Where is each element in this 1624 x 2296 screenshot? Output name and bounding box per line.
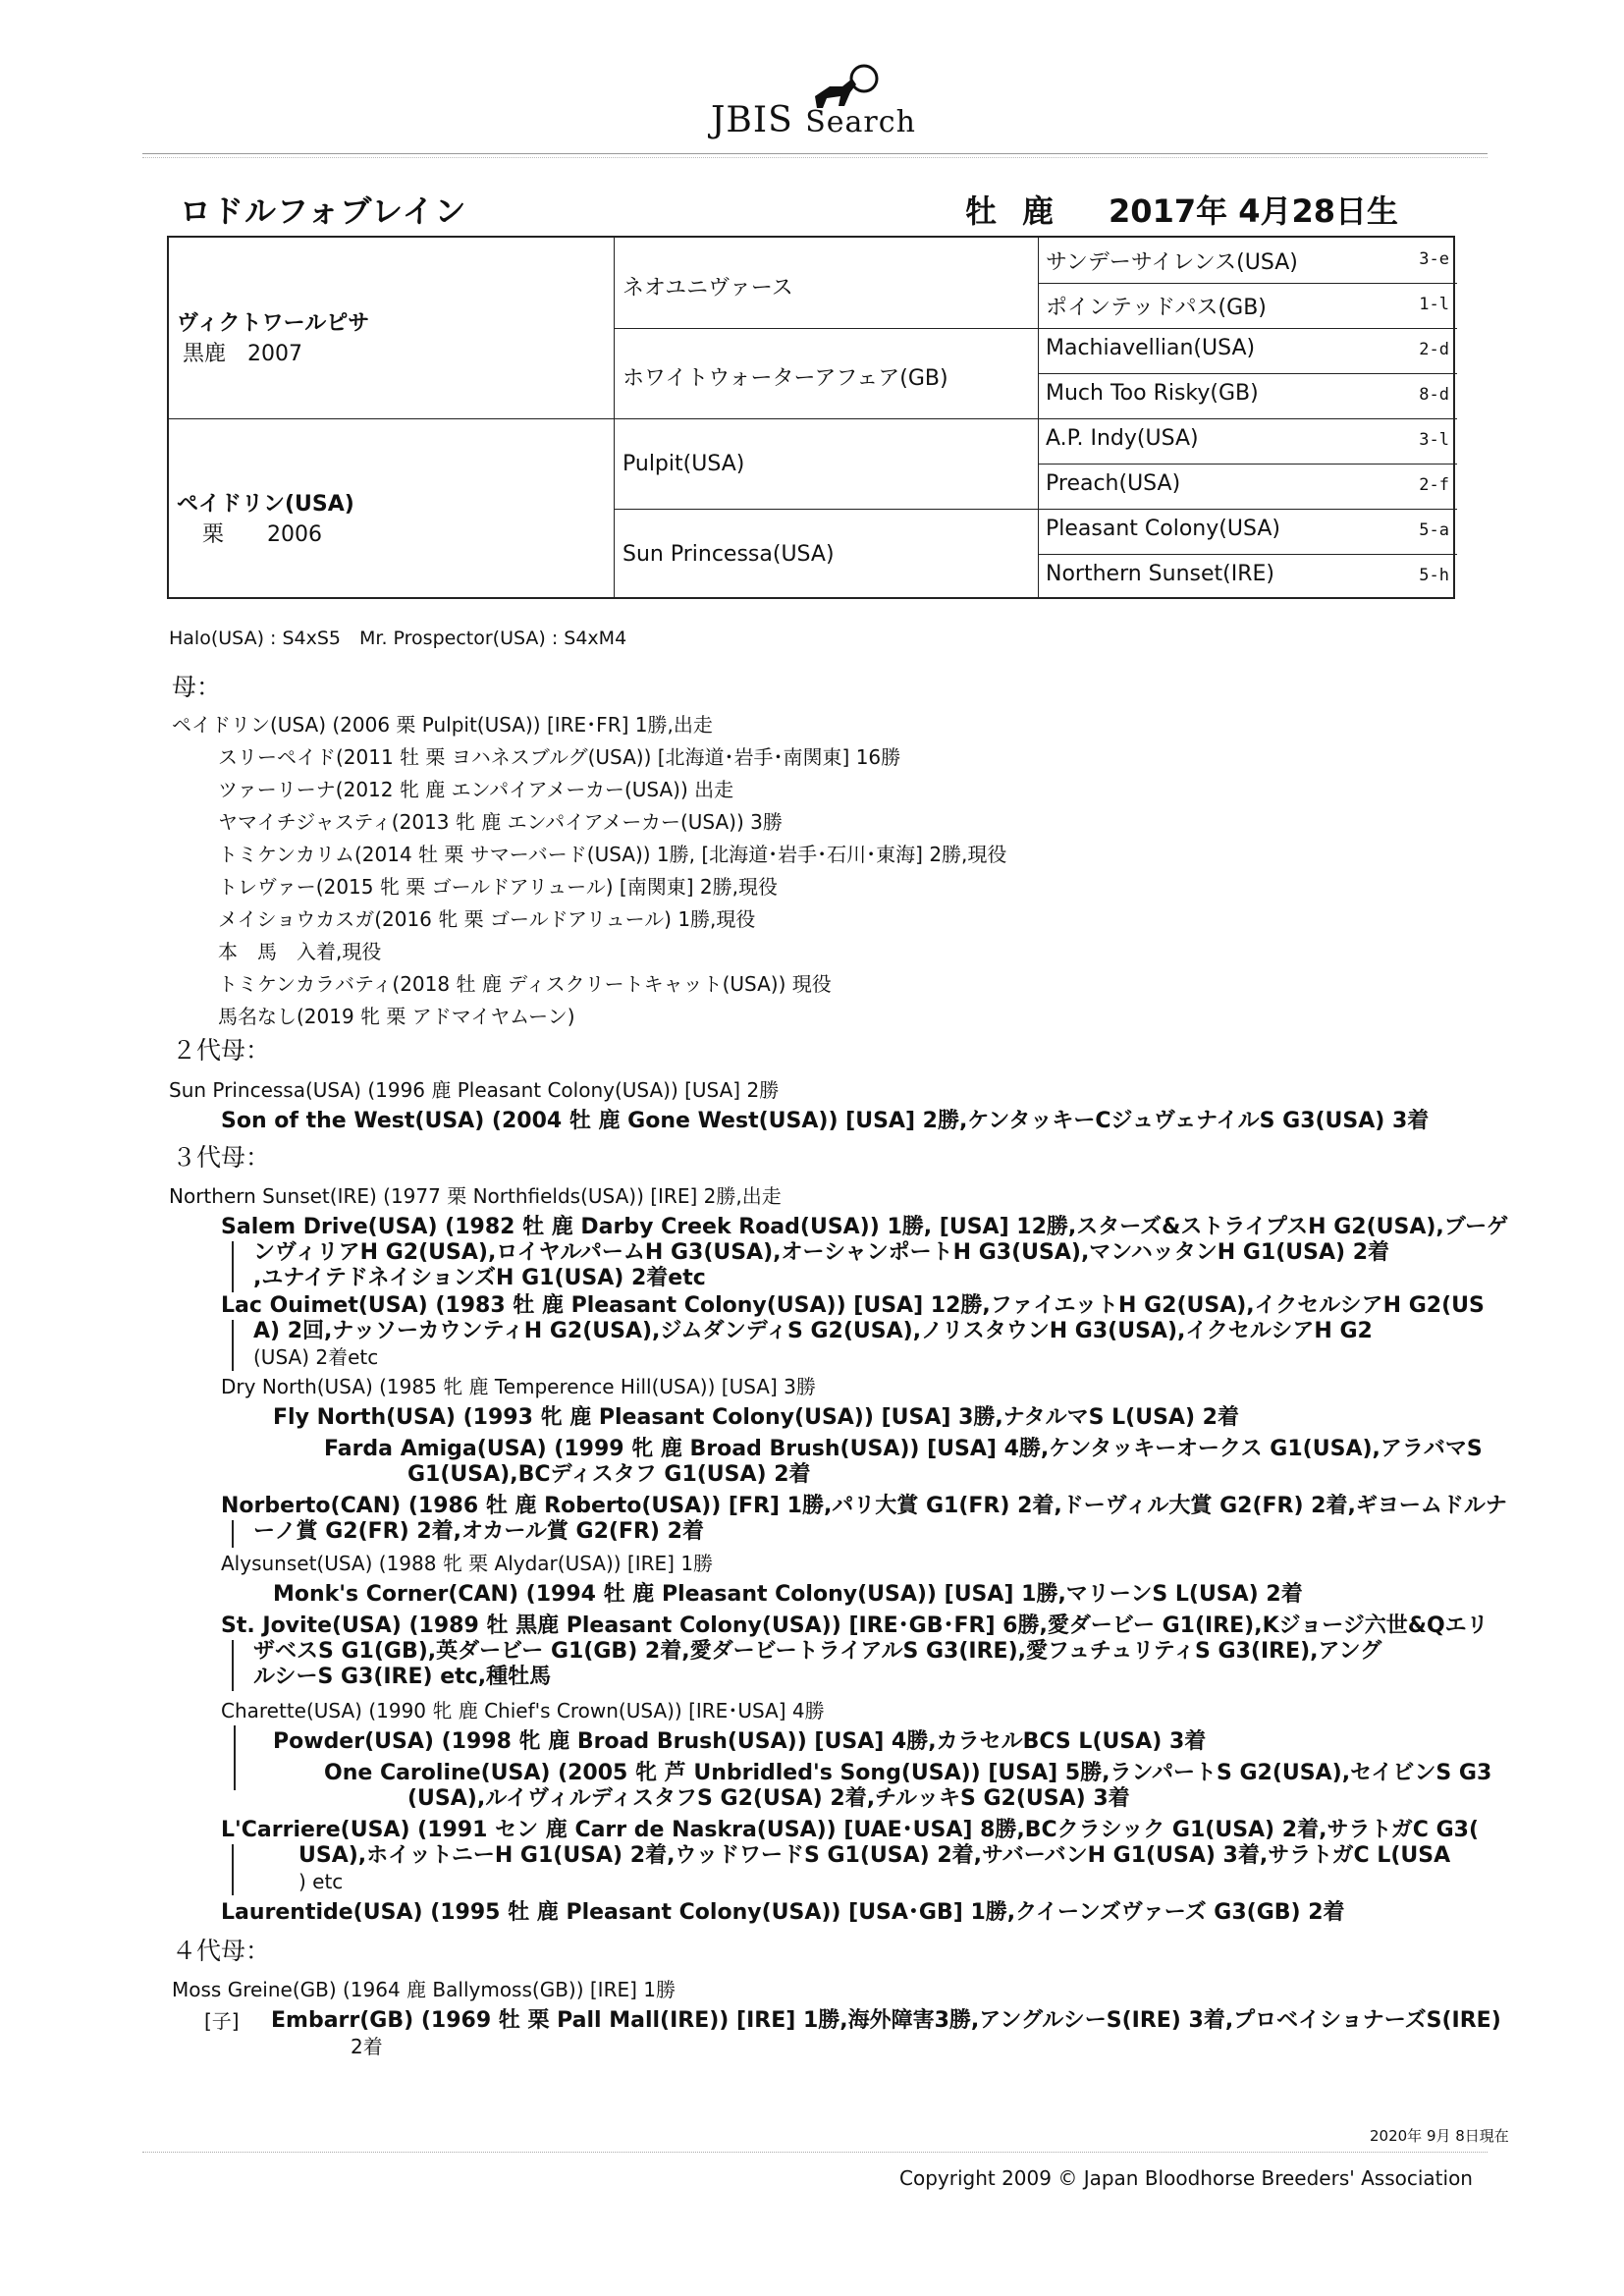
- record-line: Monk's Corner(CAN) (1994 牡 鹿 Pleasant Colony(USA)) [USA] 1勝,マリーンS L(USA) 2着: [273, 1582, 1303, 1607]
- record-line: A) 2回,ナッソーカウンティH G2(USA),ジムダンディS G2(USA),ノリスタウンH G3(USA),イクセルシアH G2: [253, 1319, 1373, 1343]
- pedigree-gen3: Machiavellian(USA) 2-d: [1046, 336, 1449, 360]
- header-rule-dotted: [142, 157, 1488, 158]
- record-line: Moss Greine(GB) (1964 鹿 Ballymoss(GB)) [IRE] 1勝: [172, 1978, 676, 2001]
- inbreeding-note: Halo(USA) : S4xS5 Mr. Prospector(USA) : S4xM4: [169, 628, 627, 649]
- record-line: メイショウカスガ(2016 牝 栗 ゴールドアリュール) 1勝,現役: [218, 907, 756, 931]
- record-line: ンヴィリアH G2(USA),ロイヤルパームH G3(USA),オーシャンポートH G3(USA),マンハッタンH G1(USA) 2着: [253, 1240, 1390, 1265]
- pedigree-gen2: Sun Princessa(USA): [623, 542, 835, 567]
- dam-name: ペイドリン(USA): [177, 492, 354, 517]
- record-line: Lac Ouimet(USA) (1983 牡 鹿 Pleasant Colony(USA)) [USA] 12勝,ファイエットH G2(USA),イクセルシアH G2(US: [221, 1293, 1485, 1318]
- record-line: 本 馬 入着,現役: [218, 940, 382, 963]
- pedigree-gen3: ポインテッドパス(GB) 1-l: [1046, 295, 1449, 320]
- pedigree-gen3: サンデーサイレンス(USA) 3-e: [1046, 249, 1449, 275]
- record-line: ツァーリーナ(2012 牝 鹿 エンパイアメーカー(USA)) 出走: [218, 778, 734, 801]
- record-line: ２代母：: [172, 1036, 271, 1065]
- horse-name: ロドルフォブレイン: [180, 192, 467, 230]
- record-line: Norberto(CAN) (1986 牡 鹿 Roberto(USA)) [FR] 1勝,パリ大賞 G1(FR) 2着,ドーヴィル大賞 G2(FR) 2着,ギヨームドルナ: [221, 1494, 1507, 1518]
- record-line: Fly North(USA) (1993 牝 鹿 Pleasant Colony(USA)) [USA] 3勝,ナタルマS L(USA) 2着: [273, 1405, 1239, 1430]
- pedigree-gen3: Much Too Risky(GB) 8-d: [1046, 381, 1449, 406]
- record-line: ペイドリン(USA) (2006 栗 Pulpit(USA)) [IRE･FR] 1勝,出走: [172, 713, 713, 737]
- header-rule: [142, 153, 1488, 154]
- horse-sex: 牡: [965, 192, 998, 230]
- sire-color: 黒鹿: [183, 342, 227, 366]
- dam-color: 栗: [202, 522, 225, 547]
- record-line: ヤマイチジャスティ(2013 牝 鹿 エンパイアメーカー(USA)) 3勝: [218, 810, 783, 834]
- tree-bar: [232, 1640, 234, 1691]
- record-line: Salem Drive(USA) (1982 牡 鹿 Darby Creek Road(USA)) 1勝, [USA] 12勝,スターズ&ストライプスH G2(USA),ブーゲ: [221, 1215, 1509, 1239]
- pedigree-gen3: Preach(USA) 2-f: [1046, 471, 1449, 496]
- record-line: (USA) 2着etc: [253, 1345, 379, 1369]
- logo-jbis: JBIS: [711, 100, 793, 140]
- record-line: ルシーS G3(IRE) etc,種牡馬: [253, 1665, 552, 1689]
- pedigree-divider: [614, 238, 615, 597]
- pedigree-gen3: Northern Sunset(IRE) 5-h: [1046, 562, 1449, 586]
- record-line: トレヴァー(2015 牝 栗 ゴールドアリュール) [南関東] 2勝,現役: [218, 875, 778, 899]
- dam-year: 2006: [267, 522, 323, 547]
- record-line: 2着: [351, 2035, 383, 2058]
- date-stamp: 2020年 9月 8日現在: [1370, 2127, 1509, 2145]
- record-line: トミケンカラバティ(2018 牡 鹿 ディスクリートキャット(USA)) 現役: [218, 972, 832, 996]
- record-line: L'Carriere(USA) (1991 セン 鹿 Carr de Naskra(USA)) [UAE･USA] 8勝,BCクラシック G1(USA) 2着,サラトガC G3(: [221, 1818, 1480, 1842]
- record-line: 母：: [172, 673, 222, 701]
- record-line: (USA),ルイヴィルディスタフS G2(USA) 2着,チルッキS G2(USA) 3着: [407, 1786, 1130, 1811]
- record-line: Charette(USA) (1990 牝 鹿 Chief's Crown(USA)) [IRE･USA] 4勝: [221, 1699, 825, 1722]
- record-line: [子]: [204, 2009, 240, 2033]
- record-line: Alysunset(USA) (1988 牝 栗 Alydar(USA)) [IRE] 1勝: [221, 1552, 714, 1575]
- record-line: ３代母：: [172, 1143, 271, 1172]
- record-line: ) etc: [298, 1870, 344, 1893]
- record-line: G1(USA),BCディスタフ G1(USA) 2着: [407, 1462, 811, 1487]
- pedigree-sire: [177, 306, 369, 367]
- record-line: スリーペイド(2011 牡 栗 ヨハネスブルグ(USA)) [北海道･岩手･南関東] 16勝: [218, 745, 901, 769]
- horse-color: 鹿: [1022, 192, 1055, 230]
- pedigree-gen2: Pulpit(USA): [623, 452, 745, 476]
- record-line: One Caroline(USA) (2005 牝 芦 Unbridled's Song(USA)) [USA] 5勝,ランパートS G2(USA),セイビンS G3: [324, 1761, 1492, 1785]
- jbis-search-logo: [707, 57, 943, 145]
- pedigree-table: [167, 236, 1455, 599]
- horse-meta: [965, 187, 1424, 232]
- tree-bar: [232, 1320, 234, 1371]
- tree-bar: [232, 1241, 234, 1292]
- record-line: ーノ賞 G2(FR) 2着,オカール賞 G2(FR) 2着: [253, 1519, 704, 1544]
- sire-name: ヴィクトワールピサ: [177, 311, 370, 336]
- footer-rule: [142, 2152, 1488, 2153]
- sire-year: 2007: [247, 342, 303, 366]
- tree-bar: [232, 1844, 234, 1895]
- record-line: トミケンカリム(2014 牡 栗 サマーバード(USA)) 1勝, [北海道･岩手･石川･東海] 2勝,現役: [218, 843, 1007, 866]
- record-line: 馬名なし(2019 牝 栗 アドマイヤムーン): [218, 1005, 575, 1028]
- logo-search: Search: [805, 105, 916, 139]
- record-line: Dry North(USA) (1985 牝 鹿 Temperence Hill(USA)) [USA] 3勝: [221, 1375, 816, 1398]
- record-line: St. Jovite(USA) (1989 牡 黒鹿 Pleasant Colony(USA)) [IRE･GB･FR] 6勝,愛ダービー G1(IRE),Kジョージ六世&Qエリ: [221, 1613, 1489, 1638]
- record-line: ,ユナイテドネイションズH G1(USA) 2着etc: [253, 1266, 706, 1290]
- horse-dob: 2017年 4月28日生: [1109, 192, 1399, 230]
- record-line: Son of the West(USA) (2004 牡 鹿 Gone West(USA)) [USA] 2勝,ケンタッキーCジュヴェナイルS G3(USA) 3着: [221, 1109, 1430, 1133]
- pedigree-gen2: ネオユニヴァース: [623, 276, 793, 301]
- record-line: Sun Princessa(USA) (1996 鹿 Pleasant Colony(USA)) [USA] 2勝: [169, 1078, 780, 1102]
- record-line: Laurentide(USA) (1995 牡 鹿 Pleasant Colony(USA)) [USA･GB] 1勝,クイーンズヴァーズ G3(GB) 2着: [221, 1900, 1345, 1925]
- tree-bar: [234, 1725, 236, 1790]
- pedigree-dam: [177, 487, 354, 548]
- pedigree-gen3: Pleasant Colony(USA) 5-a: [1046, 517, 1449, 541]
- record-line: ４代母：: [172, 1937, 271, 1965]
- pedigree-gen3: A.P. Indy(USA) 3-l: [1046, 426, 1449, 451]
- record-line: Embarr(GB) (1969 牡 栗 Pall Mall(IRE)) [IRE] 1勝,海外障害3勝,アングルシーS(IRE) 3着,プロベイショナーズS(IRE): [271, 2008, 1501, 2033]
- record-line: ザベスS G1(GB),英ダービー G1(GB) 2着,愛ダービートライアルS G3(IRE),愛フュチュリティS G3(IRE),アング: [253, 1639, 1382, 1664]
- pedigree-gen2: ホワイトウォーターアフェア(GB): [623, 366, 948, 391]
- copyright: Copyright 2009 © Japan Bloodhorse Breeders' Association: [899, 2166, 1473, 2190]
- record-line: Farda Amiga(USA) (1999 牝 鹿 Broad Brush(USA)) [USA] 4勝,ケンタッキーオークス G1(USA),アラバマS: [324, 1437, 1483, 1461]
- tree-bar: [232, 1520, 234, 1548]
- record-line: Northern Sunset(IRE) (1977 栗 Northfields(USA)) [IRE] 2勝,出走: [169, 1184, 782, 1208]
- record-line: USA),ホイットニーH G1(USA) 2着,ウッドワードS G1(USA) 2着,サバーバンH G1(USA) 3着,サラトガC L(USA: [298, 1843, 1451, 1868]
- record-line: Powder(USA) (1998 牝 鹿 Broad Brush(USA)) [USA] 4勝,カラセルBCS L(USA) 3着: [273, 1729, 1207, 1754]
